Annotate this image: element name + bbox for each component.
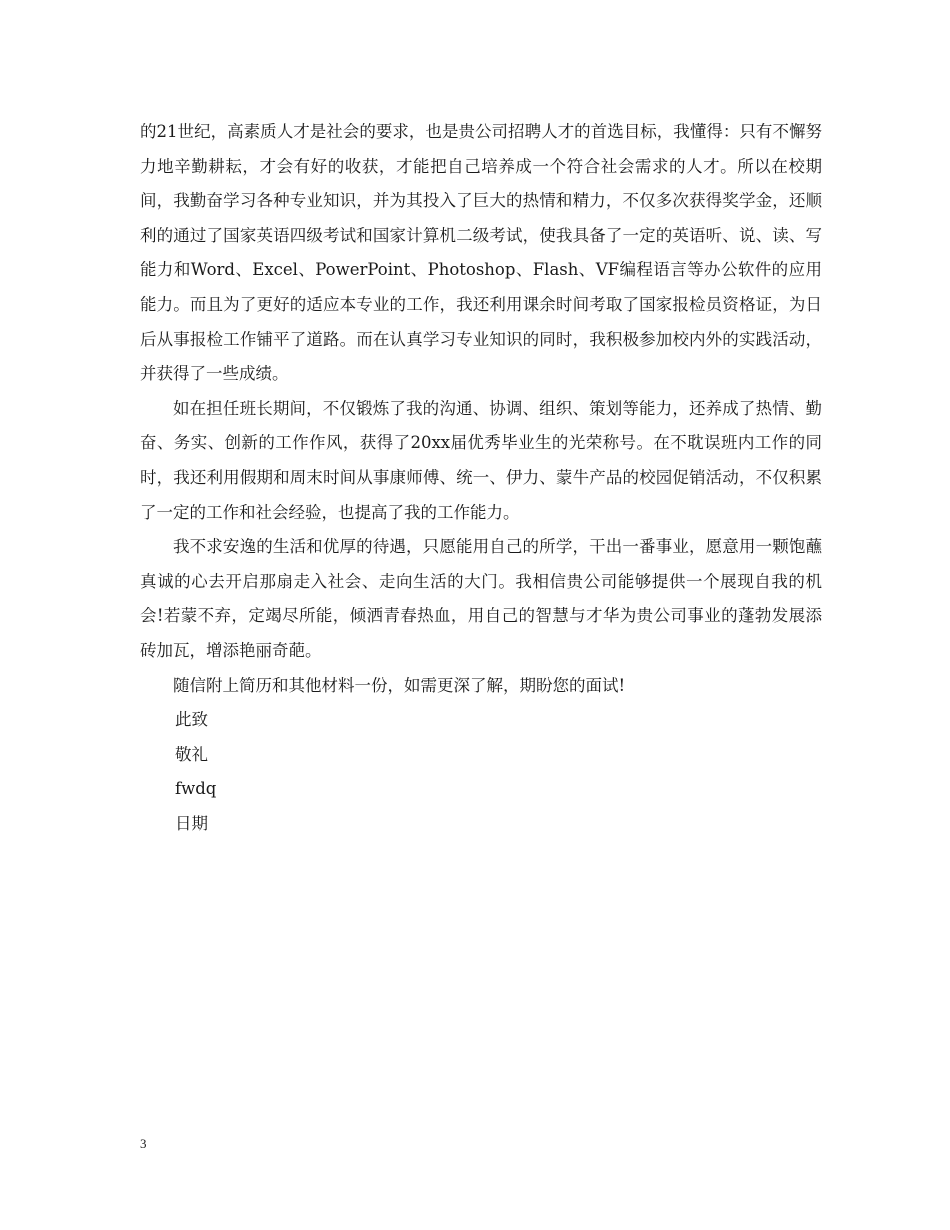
paragraph-attachment: 随信附上简历和其他材料一份，如需更深了解，期盼您的面试! [173, 675, 626, 695]
letter-body [140, 115, 822, 841]
paragraph-aspiration: 我不求安逸的生活和优厚的待遇，只愿能用自己的所学，干出一番事业，愿意用一颗饱蘸真诚的心去开启那扇走入社会、走向生活的大门。我相信贵公司能够提供一个展现自我的机会!若蒙不弃，定竭尽所能，倾洒青春热血，用自己的智慧与才华为贵公司事业的蓬勃发展添砖加瓦，增添艳丽奇葩。 [140, 537, 822, 660]
closing-regards: 敬礼 [175, 744, 208, 764]
closing-date: 日期 [175, 813, 208, 833]
page-number: 3 [140, 1136, 147, 1151]
paragraph-education: 的21世纪，高素质人才是社会的要求，也是贵公司招聘人才的首选目标，我懂得：只有不懈努力地辛勤耕耘，才会有好的收获，才能把自己培养成一个符合社会需求的人才。所以在校期间，我勤奋学习各种专业知识，并为其投入了巨大的热情和精力，不仅多次获得奖学金，还顺利的通过了国家英语四级考试和国家计算机二级考试，使我具备了一定的英语听、说、读、写能力和Word、Excel、PowerPoint、Photoshop、Flash、VF编程语言等办公软件的应用能力。而且为了更好的适应本专业的工作，我还利用课余时间考取了国家报检员资格证，为日后从事报检工作铺平了道路。而在认真学习专业知识的同时，我积极参加校内外的实践活动，并获得了一些成绩。 [140, 122, 822, 384]
paragraph-class-monitor: 如在担任班长期间，不仅锻炼了我的沟通、协调、组织、策划等能力，还养成了热情、勤奋、务实、创新的工作作风，获得了20xx届优秀毕业生的光荣称号。在不耽误班内工作的同时，我还利用假期和周末时间从事康师傅、统一、伊力、蒙牛产品的校园促销活动，不仅积累了一定的工作和社会经验，也提高了我的工作能力。 [140, 398, 822, 522]
closing-salutation: 此致 [175, 710, 208, 730]
closing-signature: fwdq [175, 779, 217, 799]
